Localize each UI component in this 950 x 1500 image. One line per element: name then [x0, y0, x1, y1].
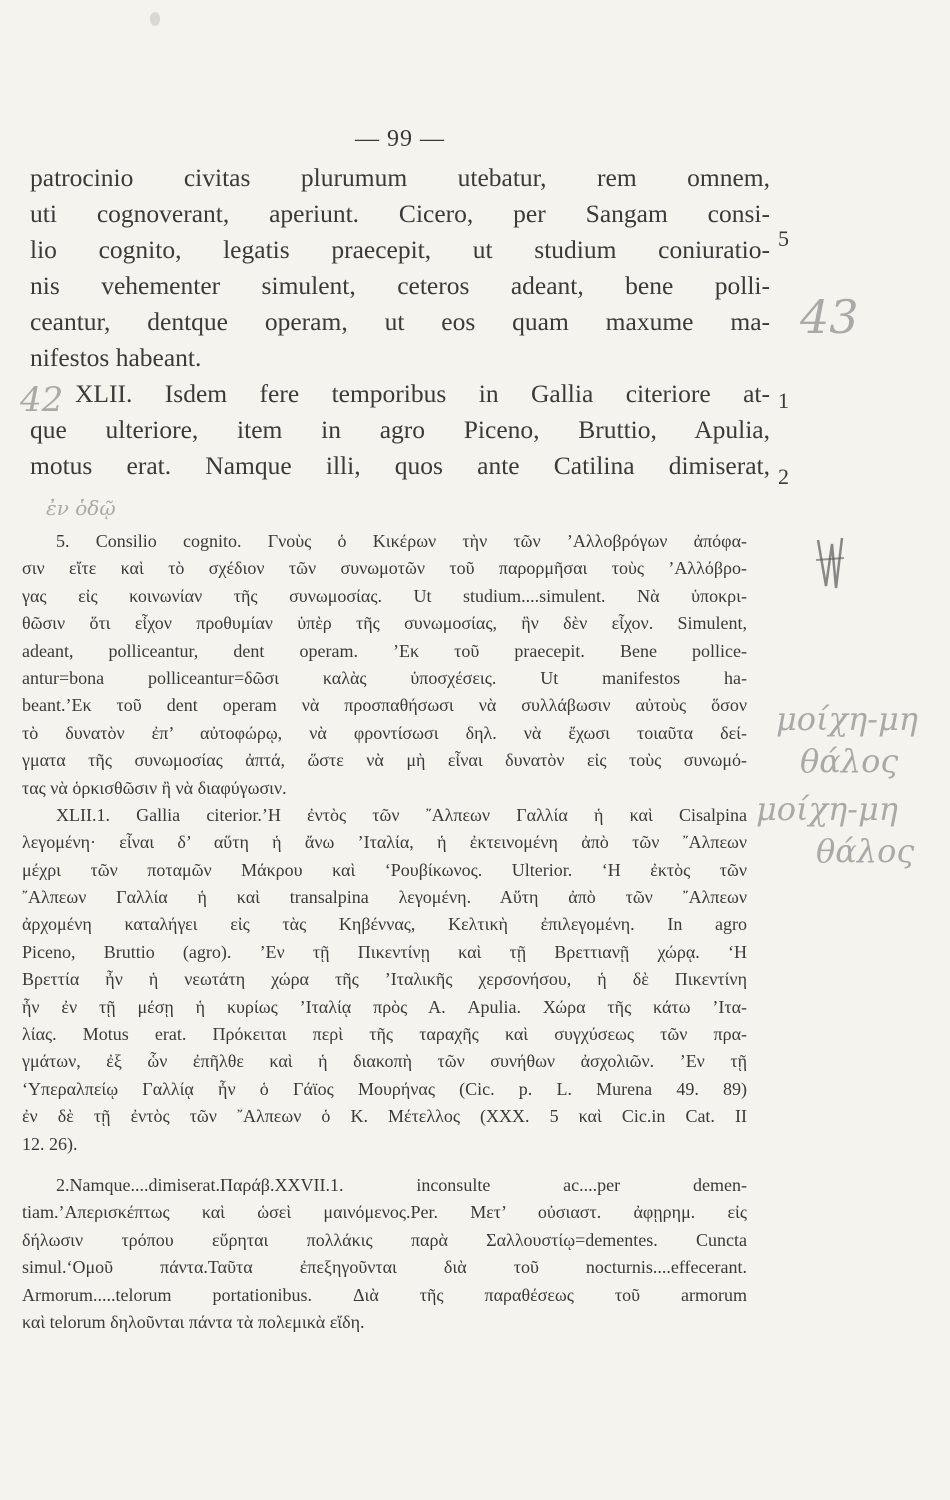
note-line: Armorum.....telorum portationibus. Διὰ τῆς παραθέσεως τοῦ armorum	[22, 1284, 747, 1305]
note-line: λεγομένη· εἶναι δ’ αὕτη ἡ ἄνω ’Ιταλία, ἡ ἐκτεινομένη ἀπὸ τῶν ῎Αλπεων	[22, 832, 747, 853]
note-line: τας νὰ ὁρκισθῶσιν ἢ νὰ διαφύγωσιν.	[22, 777, 287, 798]
note-line: Βρεττία ἦν ἡ νεωτάτη χώρα τῆς ’Ιταλικῆς χερσονήσου, ἡ δὲ Πικεντίνη	[22, 969, 747, 990]
note-line: simul.‘Ομοῦ πάντα.Ταῦτα ἐπεξηγοῦνται διὰ τοῦ nocturnis....effecerant.	[22, 1257, 747, 1278]
note-line: ‘Υπεραλπείῳ Γαλλίᾳ ἦν ὁ Γάϊος Μουρήνας (Cic. p. L. Murena 49. 89)	[22, 1078, 747, 1099]
note-line: 12. 26).	[22, 1133, 78, 1154]
note-line: ἐν δὲ τῇ ἐντὸς τῶν ῎Αλπεων ὁ Κ. Μέτελλος (ΧΧΧ. 5 καὶ Cic.in Cat. II	[22, 1106, 747, 1127]
note-line: XLII.1. Gallia citerior.’Η ἐντὸς τῶν ῎Αλπεων Γαλλία ἡ καὶ Cisalpina	[56, 804, 747, 825]
note-line: δήλωσιν τρόπου εὕρηται πολλάκις παρὰ Σαλλουστίῳ=dementes. Cuncta	[22, 1229, 747, 1250]
handwritten-annotation: θάλος	[800, 742, 899, 780]
note-line: 2.Namque....dimiserat.Παράβ.XXVII.1. inconsulte ac....per demen-	[56, 1174, 747, 1195]
note-line: ἀρχομένη καταλήγει εἰς τὰς Κηβέννας, Κελτικὴ ἐπιλεγομένη. In agro	[22, 914, 747, 935]
main-text-line: lio cognito, legatis praecepit, ut studium coniuratio-	[30, 235, 770, 264]
line-number-5: 5	[778, 226, 789, 251]
main-text-line: patrocinio civitas plurumum utebatur, rem omnem,	[30, 163, 770, 192]
handwritten-annotation: 43	[800, 290, 859, 344]
handwritten-annotation: ἐν ὁδῷ	[46, 496, 116, 520]
handwritten-annotation: μοίχη-μη	[756, 790, 898, 828]
main-text-line: que ulteriore, item in agro Piceno, Bruttio, Apulia,	[30, 415, 770, 444]
handwritten-annotation: θάλος	[816, 832, 915, 870]
note-line: Piceno, Bruttio (agro). ’Εν τῇ Πικεντίνῃ καὶ τῇ Βρεττιανῇ χώρᾳ. ‘Η	[22, 941, 747, 962]
note-line: ἦν ἐν τῇ μέσῃ ἡ κυρίως ’Ιταλίᾳ πρὸς Α. Apulia. Χώρα τῆς κάτω ’Ιτα-	[22, 996, 747, 1017]
note-line: λίας. Motus erat. Πρόκειται περὶ τῆς ταραχῆς καὶ συγχύσεως τῶν πρα-	[22, 1024, 747, 1045]
main-text-line: motus erat. Namque illi, quos ante Catilina dimiserat,	[30, 451, 770, 480]
greek-commentary-notes	[22, 528, 747, 1336]
note-line	[22, 1158, 747, 1172]
note-line: σιν εἴτε καὶ τὸ σχέδιον τῶν συνωμοτῶν τοῦ παρορμῆσαι τοὺς ’Αλλόβρο-	[22, 558, 747, 579]
main-text-line: ceantur, dentque operam, ut eos quam maxume ma-	[30, 307, 770, 336]
note-line: γας εἰς κοινωνίαν τῆς συνωμοσίας. Ut studium....simulent. Νὰ ὑποκρι-	[22, 585, 747, 606]
main-text-line: uti cognoverant, aperiunt. Cicero, per Sangam consi-	[30, 199, 770, 228]
main-text-line: nifestos habeant.	[30, 343, 202, 372]
handwritten-annotation: μοίχη-μη	[776, 700, 918, 738]
line-number-1: 1	[778, 388, 789, 413]
note-line: θῶσιν ὅτι εἶχον προθυμίαν ὑπὲρ τῆς συνωμοσίας, ἣν δὲν εἶχον. Simulent,	[22, 613, 747, 634]
page-number: — 99 —	[355, 126, 445, 152]
note-line: tiam.’Απερισκέπτως καὶ ὡσεὶ μαινόμενος.Per. Μετ’ οὐσιαστ. ἀφῃρημ. εἰς	[22, 1202, 747, 1223]
latin-main-text	[30, 160, 770, 484]
note-line: adeant, polliceantur, dent operam. ’Εκ τοῦ praecepit. Bene pollice-	[22, 640, 747, 661]
note-line: καὶ telorum δηλοῦνται πάντα τὰ πολεμικὰ εἴδη.	[22, 1311, 365, 1332]
note-line: γματα τῆς συνωμοσίας ἀπτά, ὥστε νὰ μὴ εἶναι δυνατὸν εἰς τοὺς συνωμό-	[22, 750, 747, 771]
note-line: μέχρι τῶν ποταμῶν Μάκρου καὶ ‘Ρουβίκωνος. Ulterior. ‘Η ἐκτὸς τῶν	[22, 859, 747, 880]
note-line: antur=bona polliceantur=δῶσι καλὰς ὑποσχέσεις. Ut manifestos ha-	[22, 667, 747, 688]
note-line: 5. Consilio cognito. Γνοὺς ὁ Κικέρων τὴν τῶν ’Αλλοβρόγων ἀπόφα-	[56, 531, 747, 551]
handwritten-annotation: 42	[20, 380, 64, 420]
handwritten-check-mark	[812, 530, 848, 594]
note-line: γμάτων, ἐξ ὧν ἐπῆλθε καὶ ἡ διακοπὴ τῶν συνήθων ἀσχολιῶν. ’Εν τῇ	[22, 1051, 747, 1072]
paper-stain	[150, 12, 160, 26]
note-line: ῎Αλπεων Γαλλία ἡ καὶ transalpina λεγομένη. Αὕτη ἀπὸ τῶν ῎Αλπεων	[22, 887, 747, 908]
note-line: τὸ δυνατὸν ἐπ’ αὐτοφώρῳ, νὰ φροντίσωσι δηλ. νὰ ἔχωσι τοιαῦτα δεί-	[22, 722, 747, 743]
note-line: beant.’Εκ τοῦ dent operam νὰ προσπαθήσωσι νὰ συλλάβωσιν αὐτοὺς ὅσον	[22, 695, 747, 716]
line-number-2: 2	[778, 464, 789, 489]
main-text-line: XLII. Isdem fere temporibus in Gallia citeriore at-	[75, 379, 770, 408]
main-text-line: nis vehementer simulent, ceteros adeant, bene polli-	[30, 271, 770, 300]
